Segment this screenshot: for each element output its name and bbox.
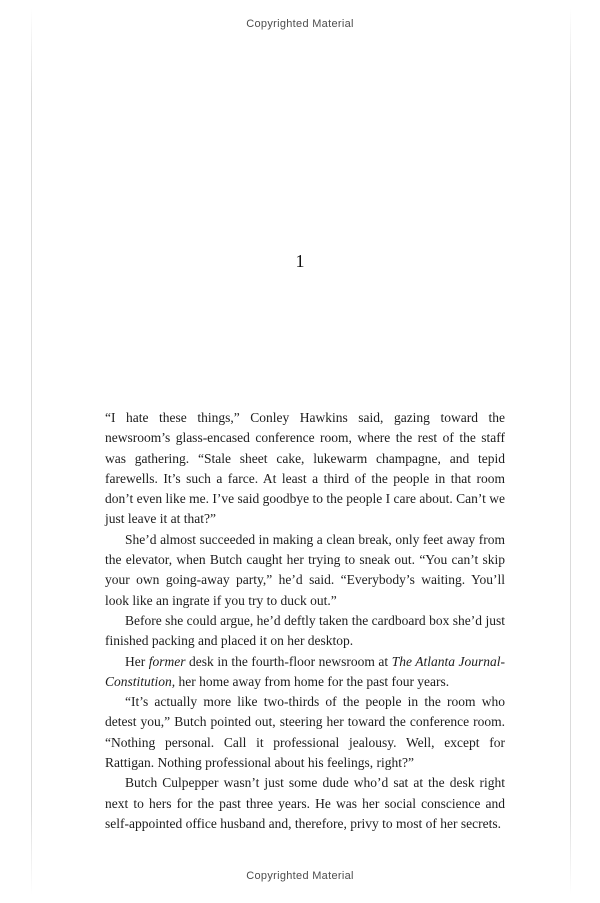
text-run: Her [125, 653, 149, 669]
copyright-notice-top: Copyrighted Material [246, 18, 354, 30]
italic-text: former [148, 653, 186, 669]
paragraph [105, 692, 505, 773]
text-run: her home away from home for the past four years. [175, 673, 450, 689]
body-text [105, 408, 505, 834]
text-run: “It’s actually more like two-thirds of the people in the room who detest you,” Butch pointed out, steering her toward the conference room. “Nothing personal. Call it professional jealousy. Well, except for Rattigan. Nothing professional about his feelings, right?” [105, 694, 505, 771]
paragraph [105, 611, 505, 652]
paragraph [105, 652, 505, 693]
text-run: Before she could argue, he’d deftly taken the cardboard box she’d just finished packing and placed it on her desktop. [105, 612, 505, 649]
page-edge-right [570, 8, 571, 895]
italic-text: The Atlanta Journal-Constitution, [105, 653, 506, 689]
text-run: desk in the fourth-floor newsroom at [185, 653, 392, 669]
paragraph [105, 530, 505, 611]
copyright-notice-bottom: Copyrighted Material [246, 870, 354, 882]
paragraph [105, 408, 505, 530]
paragraph [105, 773, 505, 834]
text-run: Butch Culpepper wasn’t just some dude who’d sat at the desk right next to hers for the past three years. He was her social conscience and self-appointed office husband and, therefore, privy to most of her secrets. [105, 775, 505, 831]
page-edge-left [31, 8, 32, 895]
chapter-number: 1 [295, 251, 305, 271]
text-run: “I hate these things,” Conley Hawkins said, gazing toward the newsroom’s glass-encased conference room, where the rest of the staff was gathering. “Stale sheet cake, lukewarm champagne, and tepid farewells. It’s such a farce. At least a third of the people in that room don’t even like me. I’ve said goodbye to the people I care about. Can’t we just leave it at that?” [105, 410, 505, 527]
text-run: She’d almost succeeded in making a clean break, only feet away from the elevator, when Butch caught her trying to sneak out. “You can’t skip your own going-away party,” he’d said. “Everybody’s waiting. You’ll look like an ingrate if you try to duck out.” [105, 531, 505, 608]
